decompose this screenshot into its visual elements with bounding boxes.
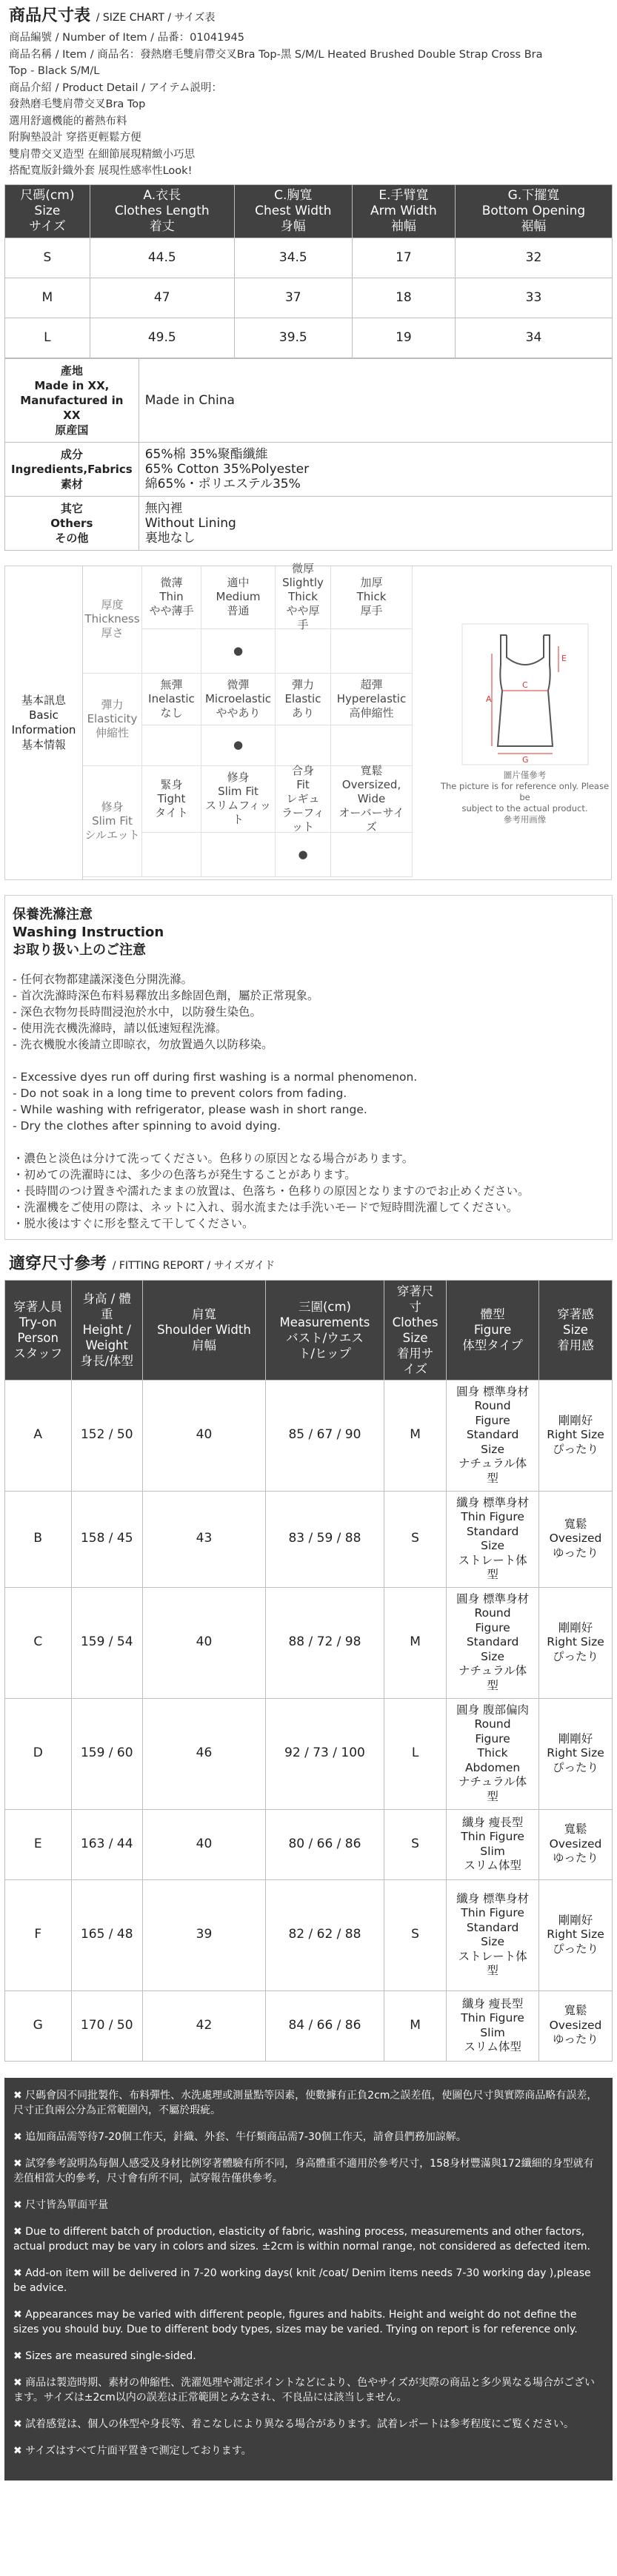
measure-cell: 39.5 <box>234 318 352 358</box>
measure-header-row <box>5 184 613 238</box>
note-item: ✖ Due to different batch of production, elasticity of fabric, washing process, measurements and other factors, actual product may be vary in colors and sizes. ±2cm is within normal range, not considered as defected item. <box>13 2225 590 2253</box>
measure-cell: 18 <box>352 278 455 318</box>
detail-row <box>5 442 613 496</box>
fitting-header: 穿著人員 Try-on Person スタッフ <box>5 1280 72 1380</box>
height-weight: 170 / 50 <box>71 1990 143 2061</box>
measurements: 92 / 73 / 100 <box>265 1698 384 1809</box>
detail-key: 其它 Others その他 <box>5 496 139 550</box>
info-line: 商品名稱 / Item / 商品名：發熱磨毛雙肩帶交叉Bra Top-黑 S/M/L Heated Brushed Double Strap Cross Bra <box>9 48 543 61</box>
info-line: 發熱磨毛雙肩帶交叉Bra Top <box>9 98 146 110</box>
info-line: 附胸墊設計 穿搭更輕鬆方便 <box>9 132 141 144</box>
thickness-option: 加厚 Thick 厚手 <box>331 566 413 629</box>
figure-type: 纖身 瘦長型 Thin Figure Slim スリム体型 <box>447 1990 539 2061</box>
measure-cell: M <box>5 278 90 318</box>
fitting-header: 穿著感 Size 着用感 <box>538 1280 612 1380</box>
fitting-header: 身高 / 體 重 Height / Weight 身長/体型 <box>71 1280 143 1380</box>
thickness-marker: ● <box>201 629 276 674</box>
measure-row <box>5 238 613 278</box>
size-feel: 剛剛好 Right Size ぴったり <box>538 1879 612 1990</box>
fit-label: 修身 Slim Fit シルエット <box>83 766 142 877</box>
detail-key: 成分 Ingredients,Fabrics 素材 <box>5 442 139 496</box>
measurements: 82 / 62 / 88 <box>265 1879 384 1990</box>
shoulder-width: 43 <box>143 1491 266 1587</box>
clothes-size: S <box>384 1491 446 1587</box>
measurements: 80 / 66 / 86 <box>265 1809 384 1879</box>
size-feel: 寬鬆 Ovesized ゆったり <box>538 1491 612 1587</box>
try-on-person: D <box>5 1698 72 1809</box>
height-weight: 158 / 45 <box>71 1491 143 1587</box>
note-item: ✖ 商品は製造時期、素材の伸縮性、洗濯処理や測定ポイントなどにより、色やサイズが実際の商品と多少異なる場合がございます。サイズは±2cm以内の誤差は正常範囲とみなされ、不良品には該当しません。 <box>13 2376 596 2404</box>
size-feel: 剛剛好 Right Size ぴったり <box>538 1698 612 1809</box>
measure-header: G.下擺寬 Bottom Opening 裾幅 <box>455 184 612 238</box>
try-on-person: E <box>5 1809 72 1879</box>
fitting-row <box>5 1587 613 1698</box>
try-on-person: F <box>5 1879 72 1990</box>
measurements: 88 / 72 / 98 <box>265 1587 384 1698</box>
measure-table <box>4 184 613 358</box>
height-weight: 159 / 60 <box>71 1698 143 1809</box>
note-item: ✖ 試穿參考說明為每個人感受及身材比例穿著體驗有所不同，身高體重不適用於參考尺寸，158身材豐滿與172纖細的身型就有差值相當大的參考，尺寸會有所不同，試穿報告僅供參考。 <box>13 2157 594 2184</box>
measure-cell: 34 <box>455 318 612 358</box>
letter-g: G <box>521 754 529 765</box>
note-item: ✖ 尺寸皆為單面平量 <box>13 2198 109 2211</box>
measurements: 85 / 67 / 90 <box>265 1380 384 1491</box>
figure-type: 圓身 腹部偏肉 Round Figure Thick Abdomen ナチュラル体 型 <box>447 1698 539 1809</box>
fit-marker <box>331 833 413 877</box>
elasticity-option: 無彈 Inelastic なし <box>142 674 201 725</box>
thickness-marker <box>276 629 331 674</box>
note-item: ✖ 尺碼會因不同批製作、布料彈性、水洗處理或測量點等因素，使數據有正負2cm之誤差值，使圖色尺寸與實際商品略有誤差，尺寸正負兩公分為正常範圍內，不屬於瑕疵。 <box>13 2089 598 2116</box>
letter-e: E <box>561 653 567 663</box>
figure-caption: 圖片僅參考 The picture is for reference only. Please be subject to the actual product. 參考用画像 <box>440 769 610 825</box>
measure-header: C.胸寬 Chest Width 身幅 <box>234 184 352 238</box>
info-line: 商品編號 / Number of Item / 品番：01041945 <box>9 32 244 44</box>
washing-body <box>13 971 604 1232</box>
measure-header: E.手臂寬 Arm Width 袖幅 <box>352 184 455 238</box>
measurements: 84 / 66 / 86 <box>265 1990 384 2061</box>
elasticity-option: 微彈 Microelastic ややあり <box>201 674 276 725</box>
height-weight: 159 / 54 <box>71 1587 143 1698</box>
detail-key: 產地 Made in XX, Manufactured in XX 原産国 <box>5 358 139 442</box>
try-on-person: G <box>5 1990 72 2061</box>
garment-figure <box>438 566 611 879</box>
shoulder-width: 42 <box>143 1990 266 2061</box>
fit-option: 寬鬆 Oversized, Wide オーバーサイ ズ <box>331 766 413 833</box>
measure-cell: S <box>5 238 90 278</box>
fitting-row <box>5 1990 613 2061</box>
measure-cell: 47 <box>90 278 234 318</box>
info-line: Top - Black S/M/L <box>9 65 100 77</box>
info-line: 雙肩帶交叉造型 在細節展現精緻小巧思 <box>9 148 196 161</box>
washing-zh: - 任何衣物都建議深淺色分開洗滌。 - 首次洗滌時深色布料易釋放出多餘固色劑，屬於正常現象。 - 深色衣物勿長時間浸泡於水中，以防發生染色。 - 使用洗衣機洗滌時，請以低速短程洗滌。 - 洗衣機脫水後請立即晾衣，勿放置過久以防移染。 <box>13 972 319 1051</box>
size-chart-title: 商品尺寸表 / SIZE CHART / サイズ表 <box>9 7 216 25</box>
note-item: ✖ Appearances may be varied with different people, figures and habits. Height and weight do not define the sizes you should buy. Due to different body types, sizes may be varied. Trying on report is for reference only. <box>13 2308 578 2335</box>
fit-marker <box>142 833 201 877</box>
measure-row <box>5 278 613 318</box>
fitting-header-row <box>5 1280 613 1380</box>
fitting-title: 適穿尺寸參考 / FITTING REPORT / サイズガイド <box>9 1254 276 1273</box>
fitting-header: 三圍(cm) Measurements バスト/ウエス ト/ヒップ <box>265 1280 384 1380</box>
shoulder-width: 46 <box>143 1698 266 1809</box>
fitting-row <box>5 1809 613 1879</box>
detail-value: 65%棉 35%聚酯纖維 65% Cotton 35%Polyester 綿65%・ポリエステル35% <box>139 442 612 496</box>
washing-gap <box>13 1053 604 1069</box>
fitting-row <box>5 1698 613 1809</box>
fitting-table <box>4 1280 613 2062</box>
elasticity-option: 超彈 Hyperelastic 高伸縮性 <box>331 674 413 725</box>
detail-table <box>4 358 613 551</box>
info-line: 選用舒適機能的蓄熱布料 <box>9 115 127 127</box>
height-weight: 163 / 44 <box>71 1809 143 1879</box>
elasticity-marker <box>331 725 413 766</box>
thickness-option: 微薄 Thin やや薄手 <box>142 566 201 629</box>
detail-value: Made in China <box>139 358 612 442</box>
basic-info-title: 基本訊息 Basic Information 基本情報 <box>5 566 83 879</box>
elasticity-marker: ● <box>201 725 276 766</box>
size-feel: 寬鬆 Ovesized ゆったり <box>538 1990 612 2061</box>
tank-top-diagram <box>455 620 596 768</box>
size-feel: 剛剛好 Right Size ぴったり <box>538 1380 612 1491</box>
measure-cell: 37 <box>234 278 352 318</box>
thickness-option: 適中 Medium 普通 <box>201 566 276 629</box>
try-on-person: B <box>5 1491 72 1587</box>
fit-marker: ● <box>276 833 331 877</box>
thickness-marker <box>331 629 413 674</box>
clothes-size: S <box>384 1879 446 1990</box>
fit-option: 修身 Slim Fit スリムフィット <box>201 766 276 833</box>
try-on-person: A <box>5 1380 72 1491</box>
note-item: ✖ サイズはすべて片面平置きで測定しております。 <box>13 2444 252 2457</box>
shoulder-width: 40 <box>143 1809 266 1879</box>
measure-row <box>5 318 613 358</box>
clothes-size: L <box>384 1698 446 1809</box>
shoulder-width: 39 <box>143 1879 266 1990</box>
elasticity-option: 彈力 Elastic あり <box>276 674 331 725</box>
height-weight: 165 / 48 <box>71 1879 143 1990</box>
measure-cell: L <box>5 318 90 358</box>
washing-gap <box>13 1134 604 1150</box>
washing-ja: ・濃色と淡色は分けて洗ってください。色移りの原因となる場合があります。 ・初めての洗濯時には、多少の色落ちが発生することがあります。 ・長時間のつけ置きや濡れたままの放置は、色落ち・色移りの原因となりますのでお止めください。 ・洗濯機をご使用の際は、ネットに入れ、弱水流または手洗いモードで短時間洗濯してください。 ・脱水後はすぐに形を整えて干してください。 <box>13 1151 530 1230</box>
letter-a: A <box>485 694 492 704</box>
figure-type: 圓身 標準身材 Round Figure Standard Size ナチュラル体 型 <box>447 1587 539 1698</box>
fit-marker <box>201 833 276 877</box>
figure-type: 纖身 標準身材 Thin Figure Standard Size ストレート体 型 <box>447 1491 539 1587</box>
elasticity-label: 彈力 Elasticity 伸縮性 <box>83 674 142 766</box>
fitting-header: 穿著尺 寸 Clothes Size 着用サ イズ <box>384 1280 446 1380</box>
letter-c: C <box>521 680 528 690</box>
fitting-header: 肩寬 Shoulder Width 肩幅 <box>143 1280 266 1380</box>
basic-info-panel <box>4 562 612 880</box>
washing-en: - Excessive dyes run off during first washing is a normal phenomenon. - Do not soak in a long time to prevent colors from fading. - While washing with refrigerator, please wash in short range. - Dry the clothes after spinning to avoid dying. <box>13 1070 418 1133</box>
fitting-row <box>5 1879 613 1990</box>
detail-row <box>5 358 613 442</box>
figure-type: 圓身 標準身材 Round Figure Standard Size ナチュラル体 型 <box>447 1380 539 1491</box>
fitting-row <box>5 1491 613 1587</box>
measure-cell: 34.5 <box>234 238 352 278</box>
measure-cell: 44.5 <box>90 238 234 278</box>
clothes-size: S <box>384 1809 446 1879</box>
thickness-option: 微厚 Slightly Thick やや厚 手 <box>276 566 331 629</box>
shoulder-width: 40 <box>143 1380 266 1491</box>
figure-type: 纖身 標準身材 Thin Figure Standard Size ストレート体 型 <box>447 1879 539 1990</box>
attribute-grid <box>83 562 438 879</box>
note-item: ✖ 試着感覚は、個人の体型や身長等、着こなしにより異なる場合があります。試着レポートは参考程度にご覧ください。 <box>13 2418 575 2430</box>
product-info <box>9 30 613 180</box>
clothes-size: M <box>384 1990 446 2061</box>
info-line: 搭配寬版針織外套 展現性感率性Look! <box>9 165 193 177</box>
elasticity-marker <box>276 725 331 766</box>
measure-cell: 19 <box>352 318 455 358</box>
fitting-row <box>5 1380 613 1491</box>
figure-type: 纖身 瘦長型 Thin Figure Slim スリム体型 <box>447 1809 539 1879</box>
measurements: 83 / 59 / 88 <box>265 1491 384 1587</box>
info-line: 商品介紹 / Product Detail / アイテム説明： <box>9 81 223 94</box>
height-weight: 152 / 50 <box>71 1380 143 1491</box>
note-item: ✖ Sizes are measured single-sided. <box>13 2349 196 2362</box>
washing-title: 保養洗滌注意 Washing Instruction お取り扱い上のご注意 <box>13 906 164 958</box>
measure-cell: 32 <box>455 238 612 278</box>
thickness-label: 厚度 Thickness 厚さ <box>83 566 142 674</box>
size-feel: 寬鬆 Ovesized ゆったり <box>538 1809 612 1879</box>
clothes-size: M <box>384 1380 446 1491</box>
elasticity-marker <box>142 725 201 766</box>
notes-panel <box>4 2078 613 2481</box>
measure-cell: 33 <box>455 278 612 318</box>
measure-header: 尺碼(cm) Size サイズ <box>5 184 90 238</box>
detail-value: 無內裡 Without Lining 裏地なし <box>139 496 612 550</box>
fit-option: 合身 Fit レギュ ラーフィ ット <box>276 766 331 833</box>
shoulder-width: 40 <box>143 1587 266 1698</box>
washing-section <box>4 895 613 1240</box>
fit-option: 緊身 Tight タイト <box>142 766 201 833</box>
clothes-size: M <box>384 1587 446 1698</box>
note-item: ✖ Add-on item will be delivered in 7-20 working days( knit /coat/ Denim items needs 7-30 working day ),please be advice. <box>13 2267 591 2294</box>
measure-header: A.衣長 Clothes Length 着丈 <box>90 184 234 238</box>
note-item: ✖ 追加商品需等待7-20個工作天，針織、外套、牛仔類商品需7-30個工作天，請會員們務加諒解。 <box>13 2130 467 2143</box>
measure-cell: 17 <box>352 238 455 278</box>
measure-cell: 49.5 <box>90 318 234 358</box>
thickness-marker <box>142 629 201 674</box>
fitting-header: 體型 Figure 体型タイプ <box>447 1280 539 1380</box>
try-on-person: C <box>5 1587 72 1698</box>
detail-row <box>5 496 613 550</box>
size-feel: 剛剛好 Right Size ぴったり <box>538 1587 612 1698</box>
